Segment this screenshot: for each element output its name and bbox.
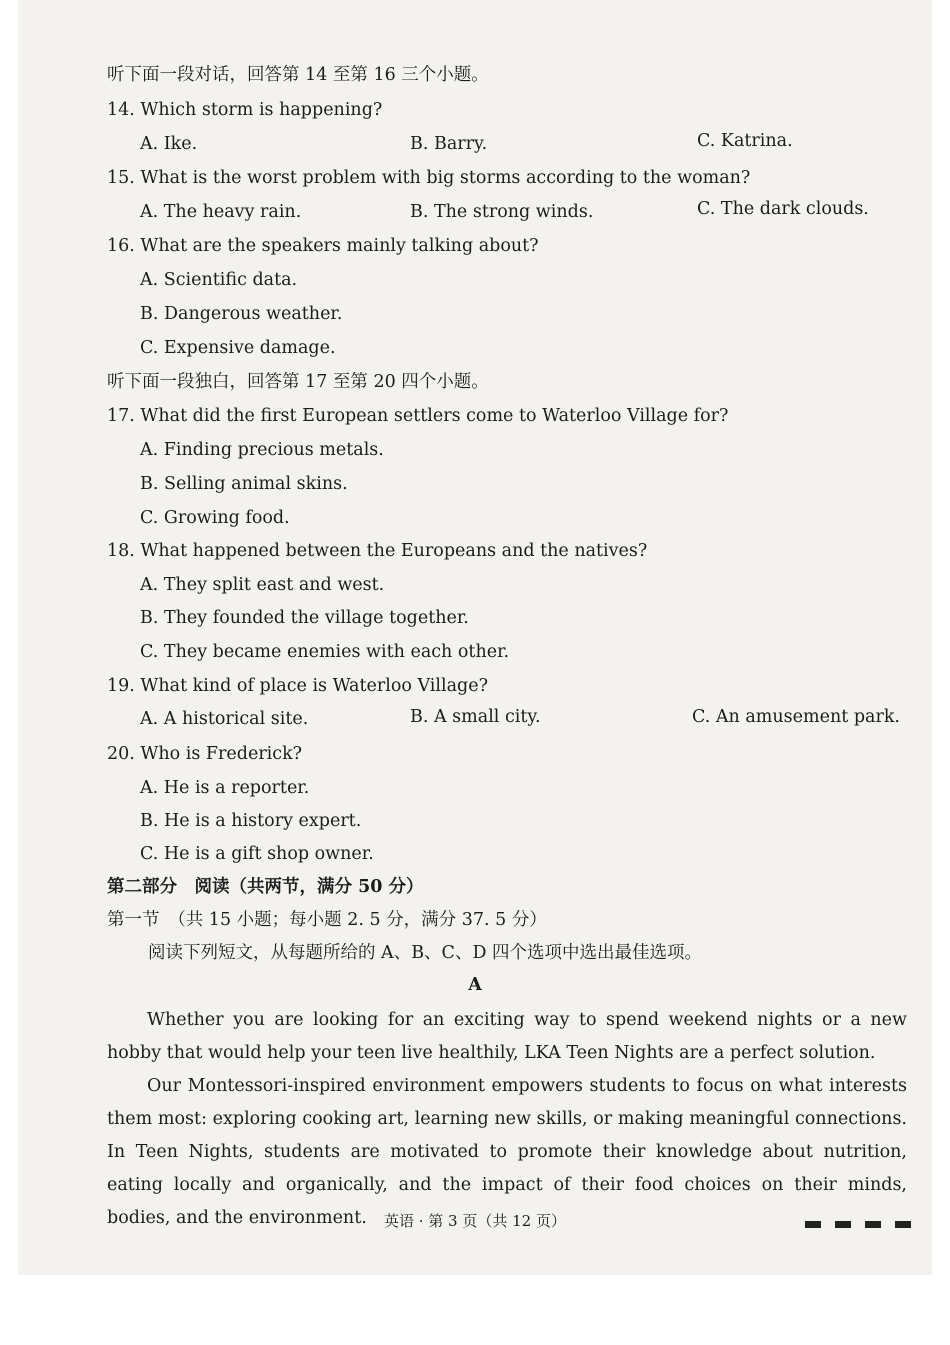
question-14: 14. Which storm is happening? <box>107 100 383 120</box>
option-16c: C. Expensive damage. <box>140 338 336 358</box>
passage-label: A <box>468 975 482 995</box>
passage-paragraph-2: Our Montessori-inspired environment empowers students to focus on what interests them most: exploring cooking art, learning new skills, or making meaningful connections. In Teen Nights, students are motivated to promote their knowledge about nutrition, eating locally and organically, and the impact of their food choices on their minds, bodies, and the environment. <box>107 1076 907 1228</box>
option-18a: A. They split east and west. <box>140 575 385 595</box>
option-19c: C. An amusement park. <box>692 707 900 727</box>
option-19a: A. A historical site. <box>140 709 309 729</box>
question-16: 16. What are the speakers mainly talking about? <box>107 236 539 256</box>
listening-instruction-2: 听下面一段独白，回答第 17 至第 20 四个小题。 <box>107 372 489 392</box>
option-16a: A. Scientific data. <box>140 270 298 290</box>
option-20b: B. He is a history expert. <box>140 811 362 831</box>
option-19b: B. A small city. <box>410 707 541 727</box>
option-20c: C. He is a gift shop owner. <box>140 844 374 864</box>
scan-mark <box>835 1221 851 1228</box>
option-17a: A. Finding precious metals. <box>140 440 384 460</box>
option-15a: A. The heavy rain. <box>140 202 302 222</box>
section-one-heading: 第一节 （共 15 小题；每小题 2. 5 分，满分 37. 5 分） <box>107 910 547 930</box>
scan-mark <box>805 1221 821 1228</box>
option-15b: B. The strong winds. <box>410 202 594 222</box>
scan-marks <box>805 1213 925 1232</box>
part-two-heading: 第二部分 阅读（共两节，满分 50 分） <box>107 877 424 897</box>
question-15: 15. What is the worst problem with big storms according to the woman? <box>107 168 751 188</box>
scan-mark <box>865 1221 881 1228</box>
scan-mark <box>895 1221 911 1228</box>
passage-paragraph-1: Whether you are looking for an exciting way to spend weekend nights or a new hobby that would help your teen live healthily, LKA Teen Nights are a perfect solution. <box>107 1010 907 1063</box>
option-18b: B. They founded the village together. <box>140 608 469 628</box>
option-14a: A. Ike. <box>140 134 198 154</box>
page-footer: 英语 · 第 3 页（共 12 页） <box>383 1212 566 1230</box>
question-18: 18. What happened between the Europeans and the natives? <box>107 541 648 561</box>
reading-instruction: 阅读下列短文，从每题所给的 A、B、C、D 四个选项中选出最佳选项。 <box>148 943 703 963</box>
option-15c: C. The dark clouds. <box>697 199 869 219</box>
question-20: 20. Who is Frederick? <box>107 744 303 764</box>
option-16b: B. Dangerous weather. <box>140 304 343 324</box>
option-18c: C. They became enemies with each other. <box>140 642 510 662</box>
listening-instruction-1: 听下面一段对话，回答第 14 至第 16 三个小题。 <box>107 65 489 85</box>
option-14c: C. Katrina. <box>697 131 793 151</box>
option-14b: B. Barry. <box>410 134 488 154</box>
option-17c: C. Growing food. <box>140 508 290 528</box>
question-19: 19. What kind of place is Waterloo Village? <box>107 676 488 696</box>
option-17b: B. Selling animal skins. <box>140 474 348 494</box>
question-17: 17. What did the first European settlers come to Waterloo Village for? <box>107 406 729 426</box>
option-20a: A. He is a reporter. <box>140 778 310 798</box>
